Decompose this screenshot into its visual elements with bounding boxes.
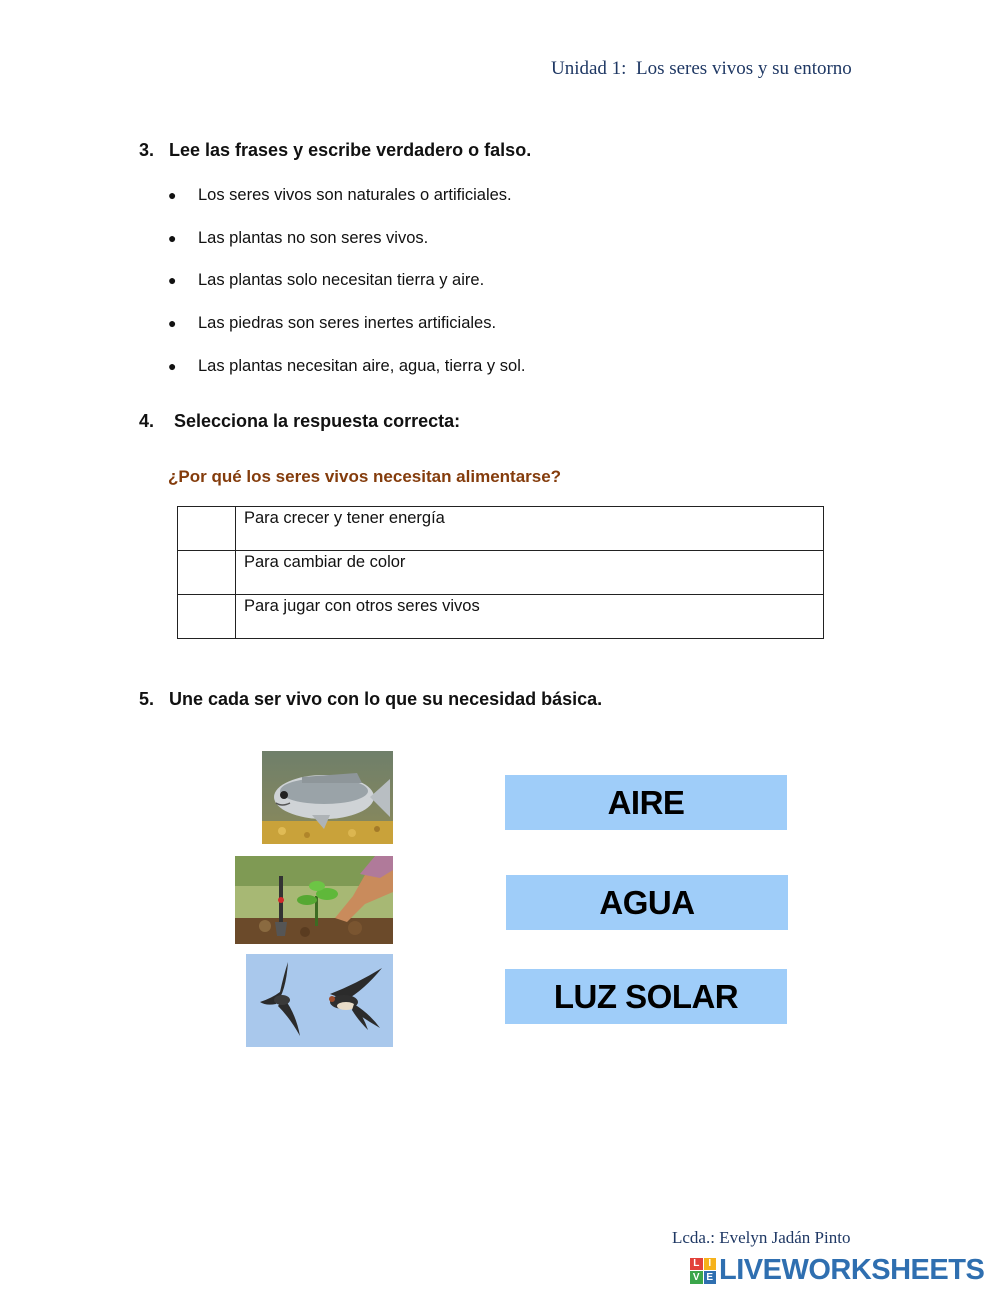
label-agua[interactable]: AGUA [506,875,788,930]
unit-header: Unidad 1: Los seres vivos y su entorno [551,58,852,79]
question-5-number: 5. [139,689,155,709]
list-item [168,269,868,312]
statement-text: Las plantas solo necesitan tierra y aire. [198,271,485,290]
table-row [178,507,824,551]
table-row [178,551,824,595]
label-aire[interactable]: AIRE [505,775,787,830]
bullet-icon: ● [168,187,177,203]
brand-text: LIVEWORKSHEETS [719,1254,985,1286]
statement-text: Las plantas no son seres vivos. [198,228,429,247]
bullet-icon: ● [168,229,177,246]
answer-checkbox[interactable] [178,507,236,551]
list-item [168,184,868,227]
liveworksheets-logo-icon: L I V E [690,1258,716,1284]
statement-text: Las piedras son seres inertes artificiales. [198,314,497,333]
answer-option-text: Para crecer y tener energía [236,507,824,551]
answer-checkbox[interactable] [178,551,236,595]
author-credit: Lcda.: Evelyn Jadán Pinto [672,1228,851,1247]
question-4-title [139,411,460,432]
liveworksheets-brand[interactable] [690,1254,984,1287]
question-3-text: Lee las frases y escribe verdadero o falso. [169,140,532,160]
statement-text: Las plantas necesitan aire, agua, tierra y sol. [198,356,526,375]
table-row [178,595,824,639]
list-item [168,312,868,355]
answer-table [177,506,824,639]
answer-checkbox[interactable] [178,595,236,639]
fish-photo[interactable] [262,751,393,844]
answer-option-text: Para jugar con otros seres vivos [236,595,824,639]
label-luz-solar[interactable]: LUZ SOLAR [505,969,787,1024]
list-item [168,227,868,270]
bullet-icon: ● [168,315,177,332]
statement-list [168,184,868,397]
bullet-icon: ● [168,357,177,374]
bullet-icon: ● [168,272,177,289]
question-4-prompt: ¿Por qué los seres vivos necesitan alimentarse? [168,467,562,486]
list-item [168,355,868,398]
question-4-number: 4. [139,411,155,431]
question-3-title [139,140,531,161]
question-3-number: 3. [139,140,155,160]
swallows-photo[interactable] [246,954,393,1047]
statement-text: Los seres vivos son naturales o artificiales. [198,186,512,204]
plant-photo[interactable] [235,856,393,944]
answer-option-text: Para cambiar de color [236,551,824,595]
question-5-text: Une cada ser vivo con lo que su necesidad básica. [169,689,603,709]
question-4-text: Selecciona la respuesta correcta: [174,411,461,431]
question-5-title [139,689,602,710]
